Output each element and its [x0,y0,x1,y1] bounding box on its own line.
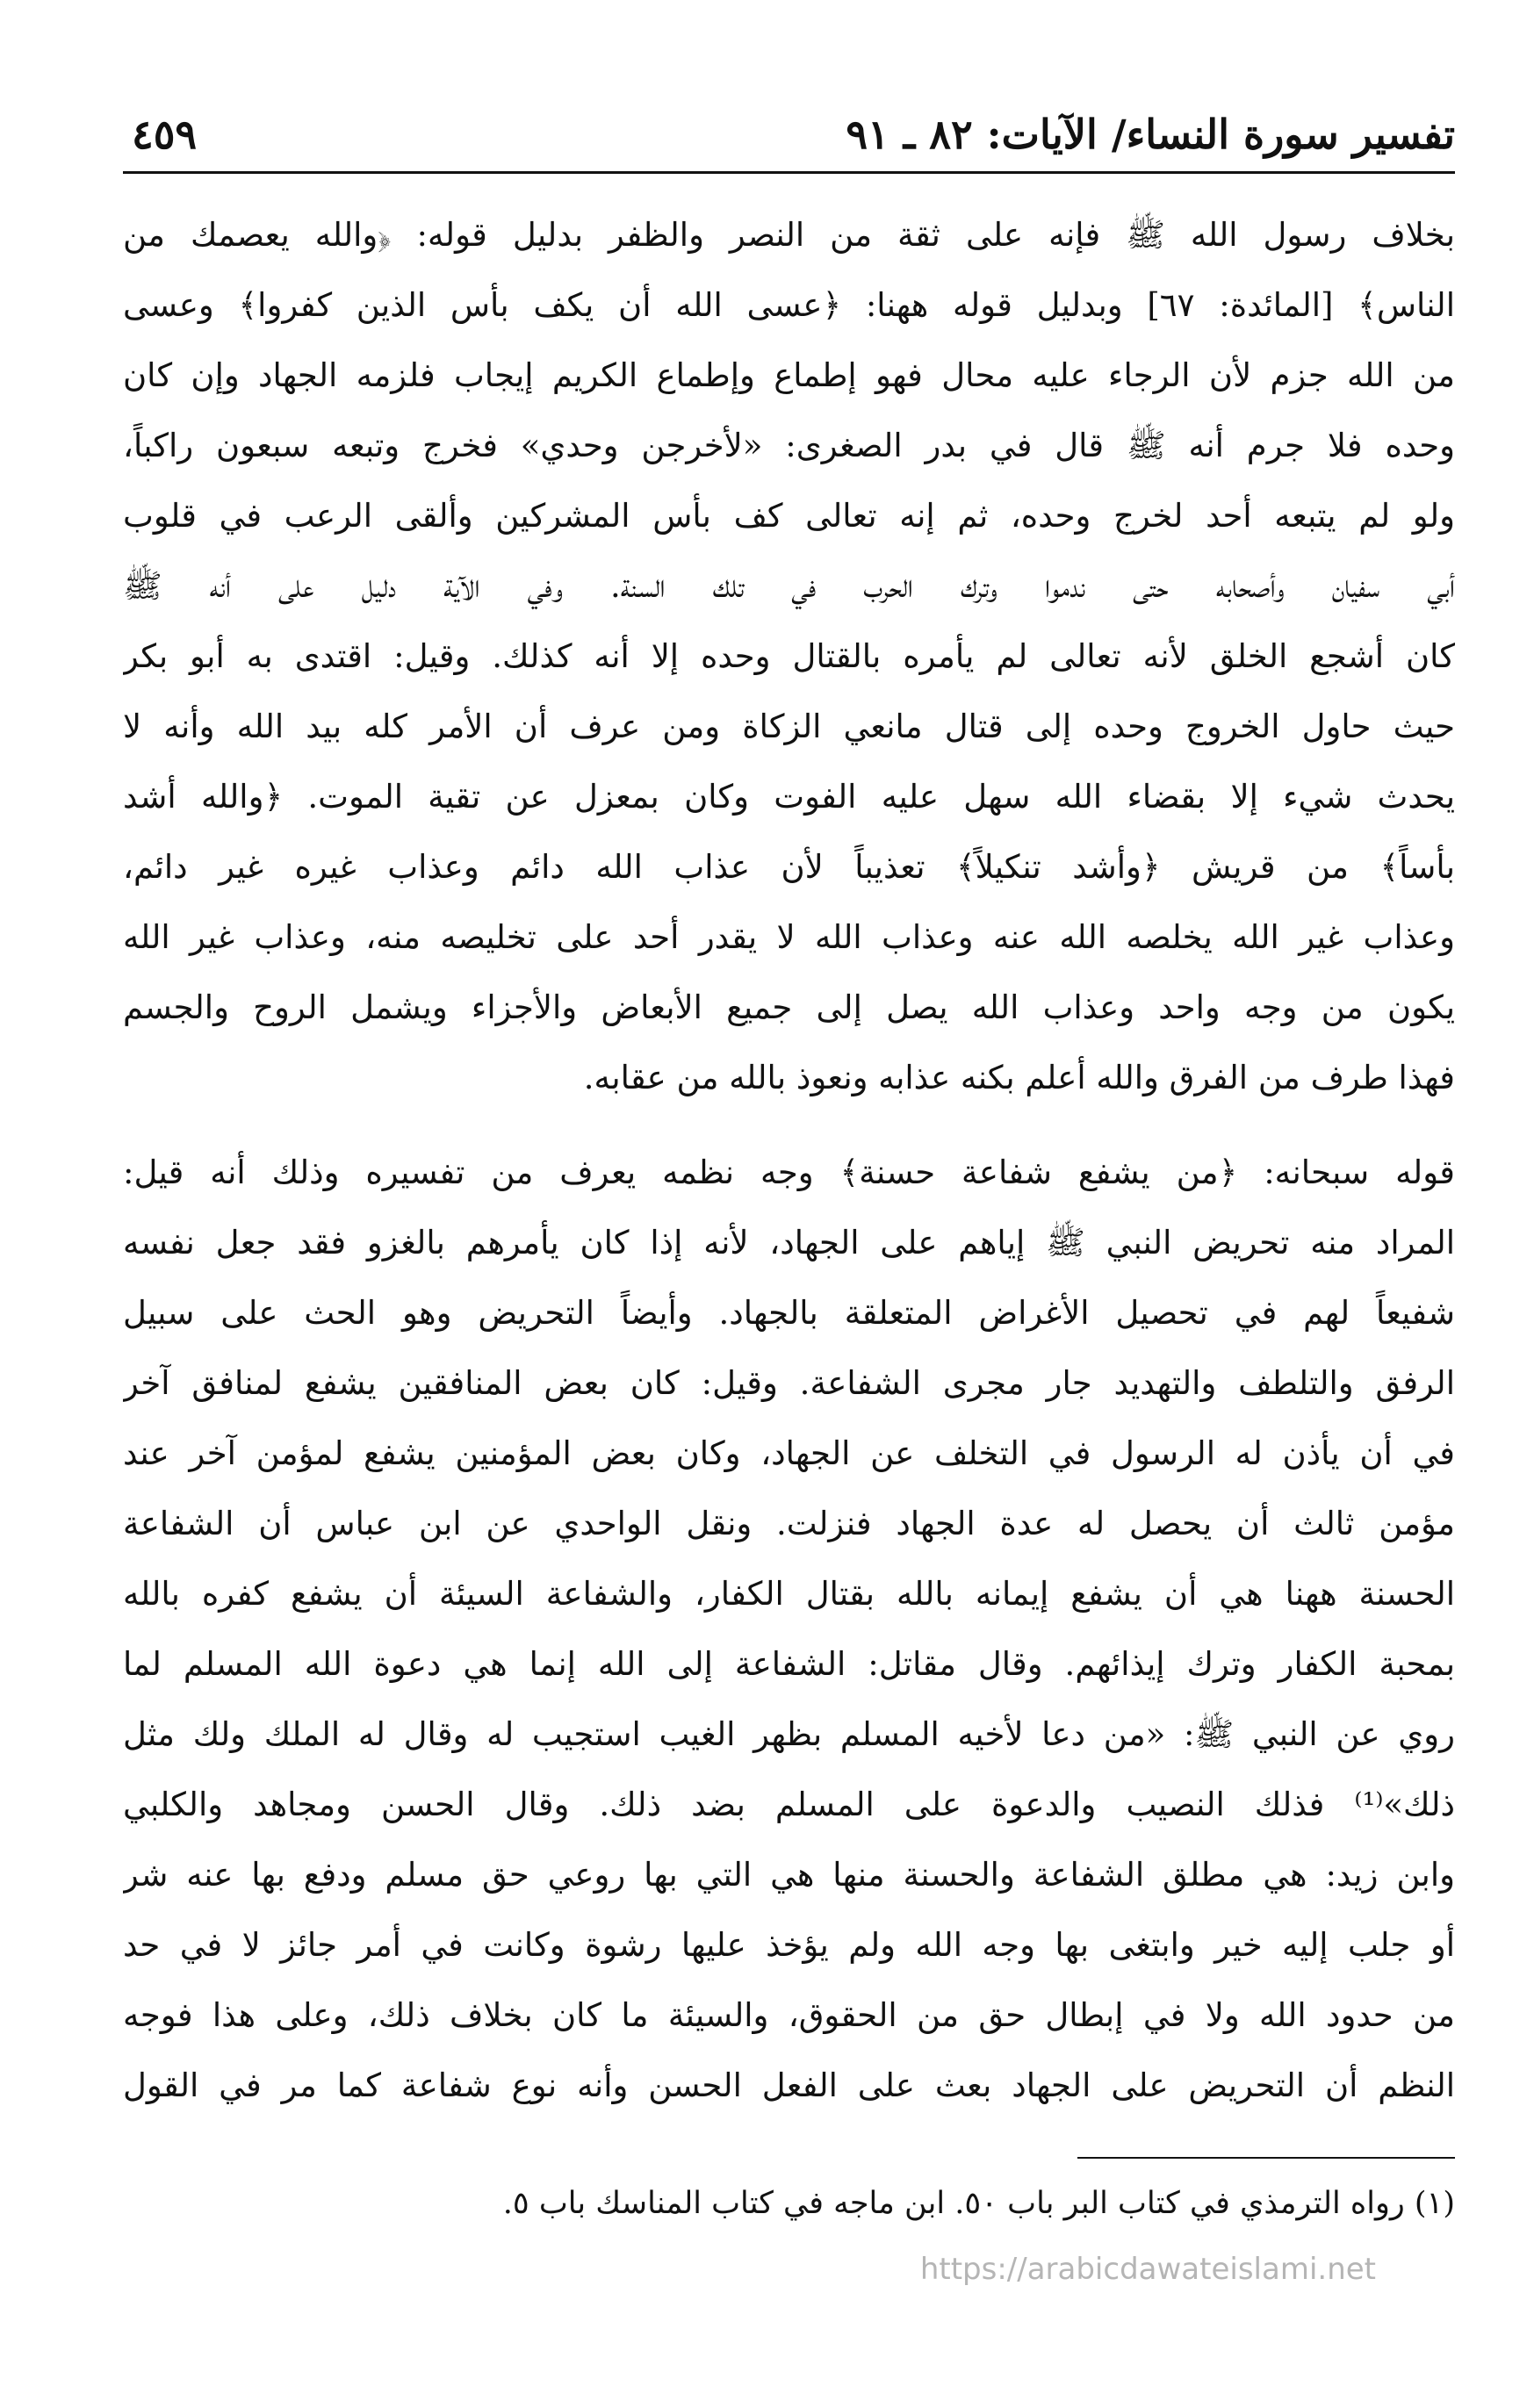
text-line: وحده فلا جرم أنه ﷺ قال في بدر الصغرى: «لأخرجن وحدي» فخرج وتبعه سبعون راكباً، [123,427,1455,464]
footnote-divider [1077,2157,1455,2159]
text-line: بخلاف رسول الله ﷺ فإنه على ثقة من النصر والظفر بدليل قوله: ﴿والله يعصمك من [123,216,1455,254]
text-line: من الله جزم لأن الرجاء عليه محال فهو إطماع وإطماع الكريم إيجاب فلزمه الجهاد وإن كان [123,356,1455,394]
main-text [123,200,1455,2121]
text-line: ذلك»⁽¹⁾ فذلك النصيب والدعوة على المسلم بضد ذلك. وقال الحسن ومجاهد والكلبي [123,1786,1455,1823]
text-line: في أن يأذن له الرسول في التخلف عن الجهاد، وكان بعض المؤمنين يشفع لمؤمن آخر عند [123,1434,1455,1472]
page-number: ٤٥٩ [132,111,198,158]
text-line: وابن زيد: هي مطلق الشفاعة والحسنة منها هي التي بها روعي حق مسلم ودفع بها عنه شر [123,1856,1455,1894]
text-line: يحدث شيء إلا بقضاء الله سهل عليه الفوت وكان بمعزل عن تقية الموت. ﴿والله أشد [123,778,1455,816]
text-line: قوله سبحانه: ﴿من يشفع شفاعة حسنة﴾ وجه نظمه يعرف من تفسيره وذلك أنه قيل: [123,1154,1455,1191]
text-line: حيث حاول الخروج وحده إلى قتال مانعي الزكاة ومن عرف أن الأمر كله بيد الله وأنه لا [123,708,1455,745]
text-line: من حدود الله ولا في إبطال حق من الحقوق، والسيئة ما كان بخلاف ذلك، وعلى هذا فوجه [123,1996,1455,2034]
text-line: أو جلب إليه خير وابتغى بها وجه الله ولم يؤخذ عليها رشوة وكانت في أمر جائز لا في حد [123,1926,1455,1964]
text-line: كان أشجع الخلق لأنه تعالى لم يأمره بالقتال وحده إلا أنه كذلك. وقيل: اقتدى به أبو بكر [123,637,1455,675]
text-line: الناس﴾ [المائدة: ٦٧] وبدليل قوله ههنا: ﴿عسى الله أن يكف بأس الذين كفروا﴾ وعسى [123,286,1455,324]
text-line: ولو لم يتبعه أحد لخرج وحده، ثم إنه تعالى كف بأس المشركين وألقى الرعب في قلوب [123,497,1455,535]
paragraph-gap [123,1113,1455,1138]
text-line: النظم أن التحريض على الجهاد بعث على الفعل الحسن وأنه نوع شفاعة كما مر في القول [123,2067,1455,2104]
footnote: (١) رواه الترمذي في كتاب البر باب ٥٠. ابن ماجه في كتاب المناسك باب ٥. [502,2186,1455,2221]
text-line: المراد منه تحريض النبي ﷺ إياهم على الجهاد، لأنه إذا كان يأمرهم بالغزو فقد جعل نفسه [123,1224,1455,1262]
text-line: روي عن النبي ﷺ: «من دعا لأخيه المسلم بظهر الغيب استجيب له وقال له الملك ولك مثل [123,1715,1455,1753]
paragraph-1 [123,200,1455,1113]
text-line: فهذا طرف من الفرق والله أعلم بكنه عذابه ونعوذ بالله من عقابه. [583,1059,1455,1096]
text-line: بأساً﴾ من قريش ﴿وأشد تنكيلاً﴾ تعذيباً لأن عذاب الله دائم وعذاب غيره غير دائم، [123,848,1455,886]
text-line: وعذاب غير الله يخلصه الله عنه وعذاب الله لا يقدر أحد على تخليصه منه، وعذاب غير الله [123,918,1455,956]
text-line: مؤمن ثالث أن يحصل له عدة الجهاد فنزلت. ونقل الواحدي عن ابن عباس أن الشفاعة [123,1505,1455,1542]
text-line: الحسنة ههنا هي أن يشفع إيمانه بالله بقتال الكفار، والشفاعة السيئة أن يشفع كفره بالله [123,1575,1455,1613]
running-title: تفسير سورة النساء/ الآيات: ٨٢ ـ ٩١ [846,111,1455,158]
page-header [123,104,1455,174]
watermark-url: https://arabicdawateislami.net [919,2252,1376,2287]
text-line: أبي سفيان وأصحابه حتى ندموا وترك الحرب في تلك السنة. وفي الآية دليل على أنه ﷺ [123,567,1455,605]
paragraph-2 [123,1138,1455,2121]
text-line: بمحبة الكفار وترك إيذائهم. وقال مقاتل: الشفاعة إلى الله إنما هي دعوة الله المسلم لما [123,1645,1455,1683]
text-line: يكون من وجه واحد وعذاب الله يصل إلى جميع الأبعاض والأجزاء ويشمل الروح والجسم [123,988,1455,1026]
text-line: شفيعاً لهم في تحصيل الأغراض المتعلقة بالجهاد. وأيضاً التحريض وهو الحث على سبيل [123,1294,1455,1332]
header-divider [123,171,1455,174]
text-line: الرفق والتلطف والتهديد جار مجرى الشفاعة. وقيل: كان بعض المنافقين يشفع لمنافق آخر [123,1364,1455,1402]
